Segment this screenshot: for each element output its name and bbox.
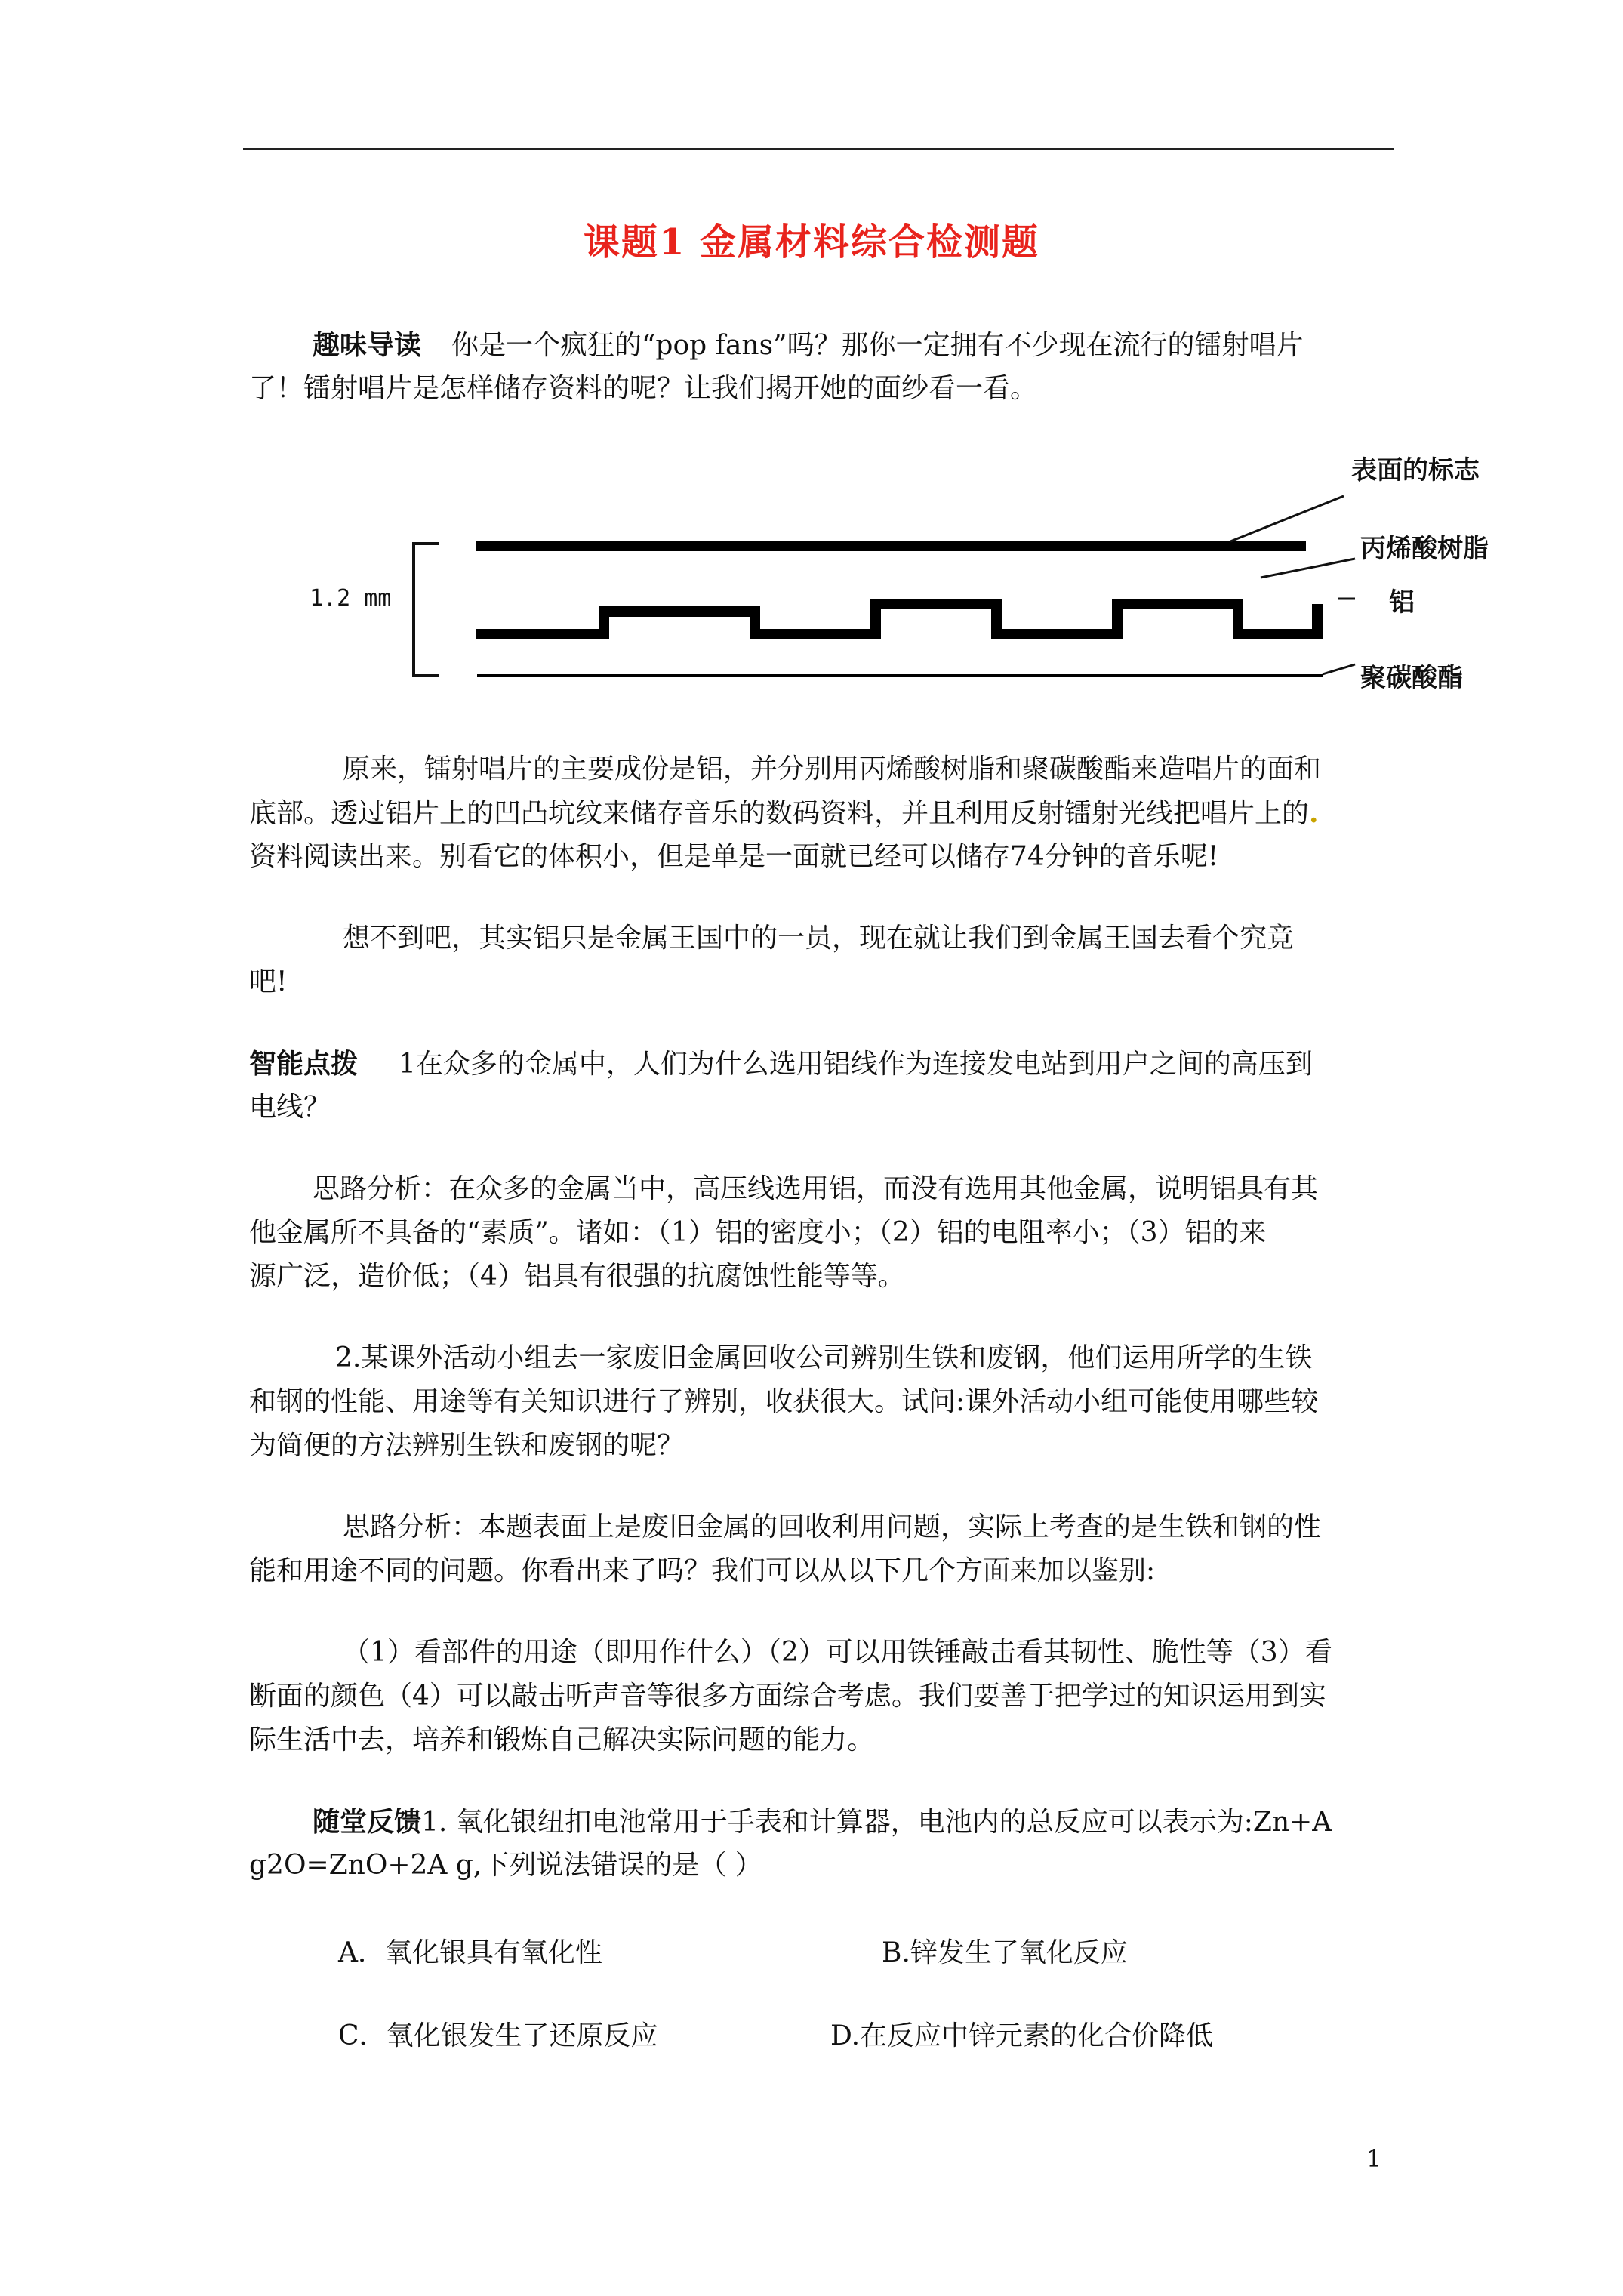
analysis1-line3: 源广泛，造价低；（4）铝具有很强的抗腐蚀性能等等。 — [249, 1261, 905, 1292]
q2-line3: 为简便的方法辨别生铁和废钢的呢？ — [249, 1430, 685, 1461]
q2-line1: 2.某课外活动小组去一家废旧金属回收公司辨别生铁和废钢，他们运用所学的生铁 — [335, 1342, 1313, 1373]
yellow-dot: . — [1309, 797, 1319, 829]
header-rule — [243, 148, 1394, 150]
intro-text-2: 了！镭射唱片是怎样储存资料的呢？让我们揭开她的面纱看一看。 — [249, 373, 1038, 404]
methods-line3: 际生活中去，培养和锻炼自己解决实际问题的能力。 — [249, 1724, 875, 1755]
analysis1-line2: 他金属所不具备的“素质”。诸如：（1）铝的密度小；（2）铝的电阻率小；（3）铝的来 — [249, 1217, 1267, 1248]
cd-structure-svg — [302, 434, 1525, 713]
intro-text-1: 你是一个疯狂的“pop fans”吗？那你一定拥有不少现在流行的镭射唱片 — [451, 330, 1304, 361]
option-a: A．氧化银具有氧化性 — [338, 1937, 602, 1968]
para1-line1: 原来，镭射唱片的主要成份是铝，并分别用丙烯酸树脂和聚碳酸酯来造唱片的面和 — [343, 754, 1322, 784]
label-polycarbonate: 聚碳酸酯 — [1360, 663, 1463, 693]
para1-line2: 底部。透过铝片上的凹凸坑纹来储存音乐的数码资料，并且利用反射镭射光线把唱片上的. — [249, 797, 1319, 829]
methods-line1: （1）看部件的用途（即用作什么）（2）可以用铁锤敲击看其韧性、脆性等（3）看 — [343, 1637, 1332, 1668]
thickness-label: 1.2 mm — [310, 585, 392, 612]
cd-structure-diagram — [302, 434, 1525, 713]
aluminum-layer — [476, 604, 1317, 634]
para2-line2: 吧! — [249, 966, 288, 997]
page-number: 1 — [1366, 2144, 1382, 2173]
option-b: B.锌发生了氧化反应 — [882, 1937, 1128, 1968]
analysis2-line1: 思路分析：本题表面上是废旧金属的回收利用问题，实际上考查的是生铁和钢的性 — [343, 1512, 1322, 1542]
label-acrylic-resin: 丙烯酸树脂 — [1360, 534, 1489, 564]
smart-line1: 智能点拨 1在众多的金属中，人们为什么选用铝线作为连接发电站到用户之间的高压到 — [249, 1048, 1313, 1080]
analysis2-line2: 能和用途不同的问题。你看出来了吗？我们可以从以下几个方面来加以鉴别: — [249, 1555, 1156, 1586]
smart-line2: 电线？ — [249, 1092, 331, 1123]
thickness-bracket — [414, 544, 439, 676]
leader-acrylic — [1261, 559, 1355, 578]
methods-line2: 断面的颜色（4）可以敲击听声音等很多方面综合考虑。我们要善于把学过的知识运用到实 — [249, 1681, 1326, 1712]
label-surface-mark: 表面的标志 — [1351, 455, 1480, 485]
option-d: D.在反应中锌元素的化合价降低 — [830, 2020, 1214, 2051]
feedback-label: 随堂反馈 — [313, 1806, 422, 1838]
intro-paragraph-line1 — [249, 323, 1397, 368]
analysis1-line1: 思路分析：在众多的金属当中，高压线选用铝，而没有选用其他金属，说明铝具有其 — [313, 1173, 1319, 1204]
leader-surface-label — [1230, 496, 1344, 541]
para2-line1: 想不到吧，其实铝只是金属王国中的一员，现在就让我们到金属王国去看个究竟 — [343, 923, 1295, 954]
smart-label: 智能点拨 — [249, 1048, 359, 1080]
feedback-line2: g2O=ZnO+2A g,下列说法错误的是（ ） — [249, 1850, 762, 1881]
option-c: C．氧化银发生了还原反应 — [338, 2020, 658, 2051]
page-title: 课题1 金属材料综合检测题 — [583, 221, 1040, 264]
leader-polycarbonate — [1323, 664, 1355, 674]
label-aluminum: 铝 — [1389, 587, 1415, 618]
para1-line3: 资料阅读出来。别看它的体积小，但是单是一面就已经可以储存74分钟的音乐呢! — [249, 841, 1219, 872]
feedback-line1: 随堂反馈1. 氧化银纽扣电池常用于手表和计算器，电池内的总反应可以表示为:Zn+A — [313, 1806, 1332, 1838]
q2-line2: 和钢的性能、用途等有关知识进行了辨别，收获很大。试问:课外活动小组可能使用哪些较 — [249, 1386, 1319, 1417]
intro-label: 趣味导读 — [313, 329, 422, 361]
